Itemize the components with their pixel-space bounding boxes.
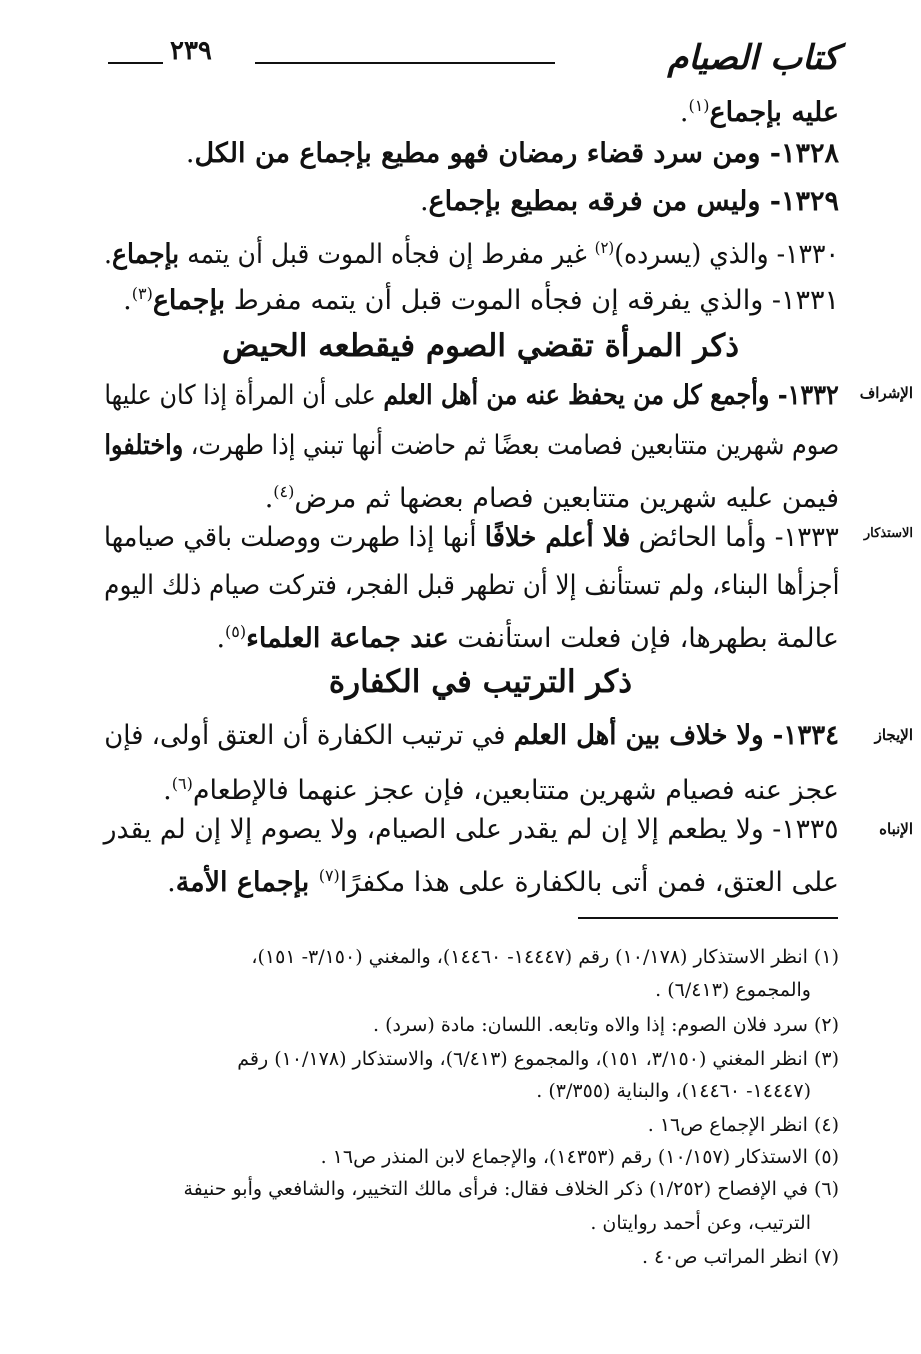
text-run: ١٣٢٩- وليس من فرقه بمطيع xyxy=(500,186,839,217)
text-line xyxy=(420,184,839,220)
footnote-continuation: والمجموع (٦/٤١٣) . xyxy=(655,979,811,1001)
text-run: . xyxy=(123,285,132,316)
margin-source-label: الاستذكار xyxy=(863,526,913,541)
text-run: على العتق، فمن أتى بالكفارة على هذا مكفرًا xyxy=(339,867,839,898)
text-line: ١٣٣٥- ولا يطعم إلا إن لم يقدر على الصيام، ولا يصوم إلا إن لم يقدر xyxy=(104,814,839,845)
footnote: (٥) الاستذكار (١٠/١٥٧) رقم (١٤٣٥٣)، والإجماع لابن المنذر ص١٦ . xyxy=(320,1146,839,1168)
section-heading: ذكر المرأة تقضي الصوم فيقطعه الحيض xyxy=(221,328,739,364)
bold-run: ١٣٣٤- ولا خلاف بين أهل العلم xyxy=(513,720,839,751)
page-number: ٢٣٩ xyxy=(170,36,212,66)
text-run: ١٣٣٠- والذي (يسرده) xyxy=(614,239,839,270)
footnote-continuation: (١٤٤٤٧- ١٤٤٦٠)، والبناية (٣/٣٥٥) . xyxy=(536,1080,811,1102)
margin-source-label: الإيجاز xyxy=(874,726,913,744)
text-run: ١٣٣١- والذي يفرقه إن فجأه الموت قبل أن يتمه مفرط xyxy=(225,285,839,316)
text-run: فيمن عليه شهرين متتابعين فصام بعضها ثم مرض xyxy=(294,483,839,514)
bold-run: بإجماع xyxy=(152,285,226,316)
margin-source-label: الإنباه xyxy=(879,820,913,838)
text-line xyxy=(104,718,839,754)
bold-run: بإجماع الأمة xyxy=(175,867,319,898)
text-run: عليه بإجماع xyxy=(709,97,839,128)
header-rule-middle xyxy=(255,62,555,64)
text-run: ١٣٣٣- وأما الحائض xyxy=(630,522,839,553)
footnote: (٤) انظر الإجماع ص١٦ . xyxy=(647,1114,839,1136)
text-run: أنها إذا طهرت ووصلت باقي صيامها xyxy=(103,522,485,553)
text-run: . xyxy=(419,186,429,217)
bold-run: بإجماع xyxy=(428,186,501,217)
footnote-ref: (٥) xyxy=(225,622,247,641)
footnote: (٦) في الإفصاح (١/٢٥٢) ذكر الخلاف فقال: فرأى مالك التخيير، والشافعي وأبو حنيفة xyxy=(183,1178,839,1200)
text-line xyxy=(186,136,839,172)
text-run: في ترتيب الكفارة أن العتق أولى، فإن xyxy=(104,720,514,751)
footnote-ref: (٤) xyxy=(273,482,295,501)
text-run: على أن المرأة إذا كان عليها xyxy=(104,380,384,411)
text-run: صوم شهرين متتابعين فصامت بعضًا ثم حاضت أنها تبني إذا طهرت، xyxy=(182,430,839,461)
text-run: . xyxy=(163,775,172,806)
text-run: ١٣٢٨- ومن سرد قضاء رمضان فهو مطيع xyxy=(371,138,839,169)
footnote: (٣) انظر المغني (٣/١٥٠، ١٥١)، والمجموع (٦/٤١٣)، والاستذكار (١٠/١٧٨) رقم xyxy=(237,1048,839,1070)
running-header-title: كتاب الصيام xyxy=(667,38,839,78)
text-line xyxy=(104,230,839,273)
text-line xyxy=(123,276,839,319)
margin-source-label: الإشراف xyxy=(859,384,913,402)
text-line xyxy=(167,858,839,901)
bold-run: بإجماع xyxy=(112,239,180,270)
bold-run: بإجماع من الكل xyxy=(194,138,372,169)
text-run: . xyxy=(167,867,176,898)
footnote: (١) انظر الاستذكار (١٠/١٧٨) رقم (١٤٤٤٧- ١٤٤٦٠)، والمغني (٣/١٥٠- ١٥١)، xyxy=(251,946,839,968)
text-run: . xyxy=(216,623,226,654)
bold-run: فلا أعلم خلافًا xyxy=(484,522,631,553)
header-rule-left xyxy=(108,62,163,64)
text-line: عليه بإجماع$^{(١)}$. xyxy=(679,96,839,128)
text-run: عالمة بطهرها، فإن فعلت استأنفت xyxy=(448,623,839,654)
footnote-ref: (٧) xyxy=(318,866,340,885)
footnote-continuation: الترتيب، وعن أحمد روايتان . xyxy=(590,1212,811,1234)
text-run: . xyxy=(104,239,113,270)
section-heading: ذكر الترتيب في الكفارة xyxy=(328,664,633,700)
text-run: عجز عنه فصيام شهرين متتابعين، فإن عجز عنهما فالإطعام xyxy=(192,775,839,806)
footnote: (٧) انظر المراتب ص٤٠ . xyxy=(641,1246,839,1268)
footnote-separator xyxy=(578,917,838,919)
text-line: أجزأها البناء، ولم تستأنف إلا أن تطهر قبل الفجر، فتركت صيام ذلك اليوم xyxy=(103,570,839,601)
text-run: غير مفرط إن فجأه الموت قبل أن يتمه xyxy=(179,239,595,270)
text-line xyxy=(104,520,839,556)
text-run: . xyxy=(264,483,274,514)
bold-run: ١٣٣٢- وأجمع كل من يحفظ عنه من أهل العلم xyxy=(383,380,839,411)
text-line xyxy=(104,378,839,414)
footnote-ref: (٢) xyxy=(594,238,615,257)
text-line xyxy=(163,766,839,809)
bold-run: عند جماعة العلماء xyxy=(246,623,449,654)
text-line xyxy=(265,474,839,517)
text-line xyxy=(104,428,839,464)
footnote-ref: (٦) xyxy=(171,774,193,793)
footnote: (٢) سرد فلان الصوم: إذا والاه وتابعه. اللسان: مادة (سرد) . xyxy=(373,1014,839,1036)
text-run: . xyxy=(185,138,195,169)
text-line xyxy=(216,614,839,657)
bold-run: واختلفوا xyxy=(104,430,183,461)
footnote-ref: (١) xyxy=(688,96,710,115)
footnote-ref: (٣) xyxy=(131,284,153,303)
